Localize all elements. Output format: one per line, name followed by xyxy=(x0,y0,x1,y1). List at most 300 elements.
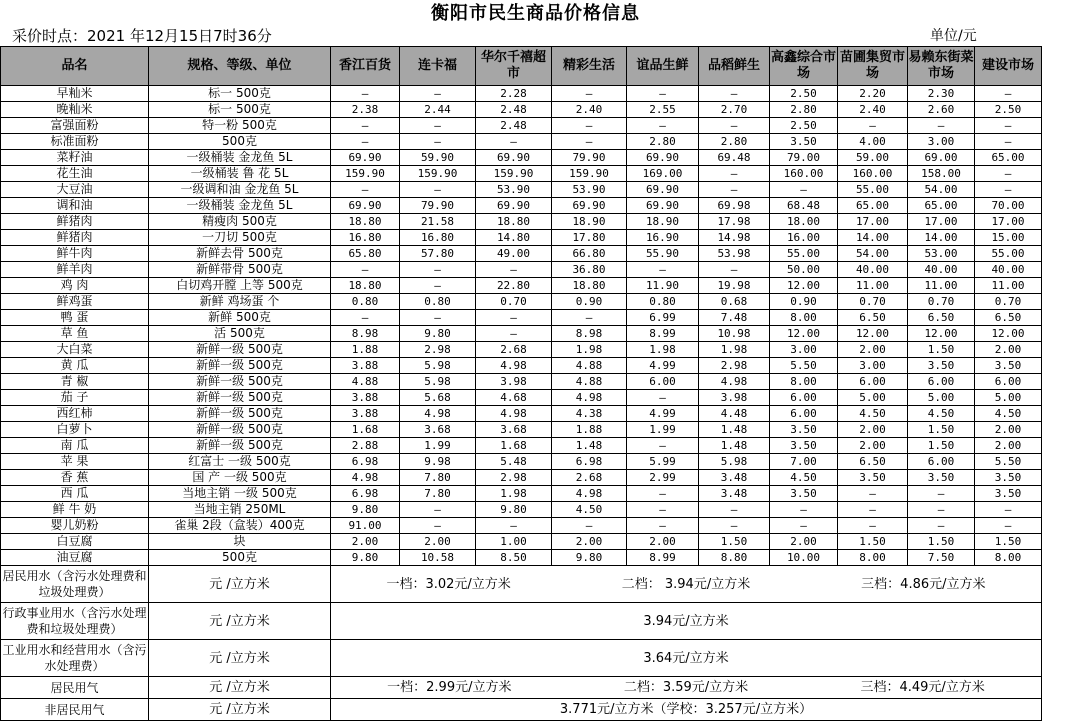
utility-name: 居民用水（含污水处理费和垃圾处理费） xyxy=(1,566,149,603)
price-cell: 70.00 xyxy=(975,198,1042,214)
price-cell: — xyxy=(699,86,770,102)
price-cell: 2.68 xyxy=(552,470,627,486)
price-cell: 3.50 xyxy=(908,358,975,374)
price-cell: 55.00 xyxy=(975,246,1042,262)
price-cell: 2.98 xyxy=(476,470,552,486)
price-cell: 19.98 xyxy=(699,278,770,294)
price-cell: 49.00 xyxy=(476,246,552,262)
price-cell: 6.00 xyxy=(975,374,1042,390)
price-cell: 21.58 xyxy=(400,214,476,230)
product-name: 鲜 牛 奶 xyxy=(1,502,149,518)
price-cell: — xyxy=(975,502,1042,518)
product-spec: 新鲜一级 500克 xyxy=(149,422,331,438)
price-cell: 18.00 xyxy=(770,214,838,230)
price-cell: 4.38 xyxy=(552,406,627,422)
table-row xyxy=(1,486,1042,502)
product-name: 鲜猪肉 xyxy=(1,230,149,246)
price-cell: 4.88 xyxy=(552,374,627,390)
price-cell: 2.80 xyxy=(699,134,770,150)
price-cell: 0.90 xyxy=(770,294,838,310)
price-cell: — xyxy=(552,86,627,102)
tier-price: 一档：2.99元/立方米 xyxy=(387,680,512,695)
price-cell: 4.50 xyxy=(838,406,908,422)
price-cell: 11.00 xyxy=(975,278,1042,294)
price-cell: 2.68 xyxy=(476,342,552,358)
price-cell: 53.00 xyxy=(908,246,975,262)
table-row xyxy=(1,534,1042,550)
table-row xyxy=(1,470,1042,486)
price-cell: 3.68 xyxy=(400,422,476,438)
price-cell: 16.90 xyxy=(627,230,699,246)
product-spec: 红富士 一级 500克 xyxy=(149,454,331,470)
price-cell: 3.50 xyxy=(975,358,1042,374)
price-cell: 159.90 xyxy=(331,166,400,182)
product-name: 白豆腐 xyxy=(1,534,149,550)
price-cell: — xyxy=(908,118,975,134)
utility-rate xyxy=(331,603,1042,640)
price-cell: — xyxy=(400,182,476,198)
price-cell: 9.80 xyxy=(400,326,476,342)
price-cell: 12.00 xyxy=(770,326,838,342)
price-cell: 17.00 xyxy=(838,214,908,230)
price-cell: 1.48 xyxy=(699,438,770,454)
table-row xyxy=(1,326,1042,342)
price-cell: 65.00 xyxy=(975,150,1042,166)
price-cell: 3.00 xyxy=(770,342,838,358)
page-title: 衡阳市民生商品价格信息 xyxy=(431,3,640,24)
utility-name: 居民用气 xyxy=(1,677,149,699)
header-cell: 易赖东街菜市场 xyxy=(908,47,975,86)
price-cell: 4.50 xyxy=(770,470,838,486)
price-cell: 22.80 xyxy=(476,278,552,294)
price-cell: 69.90 xyxy=(476,198,552,214)
table-row xyxy=(1,102,1042,118)
price-cell: 2.38 xyxy=(331,102,400,118)
price-cell: 16.80 xyxy=(331,230,400,246)
price-cell: 1.50 xyxy=(908,534,975,550)
price-cell: 69.00 xyxy=(908,150,975,166)
price-cell: 5.98 xyxy=(699,454,770,470)
header-cell: 建设市场 xyxy=(975,47,1042,86)
price-cell: 18.90 xyxy=(552,214,627,230)
price-table xyxy=(0,46,1042,721)
price-cell: 91.00 xyxy=(331,518,400,534)
price-cell: 2.40 xyxy=(838,102,908,118)
price-cell: — xyxy=(770,518,838,534)
price-cell: — xyxy=(838,118,908,134)
product-name: 标准面粉 xyxy=(1,134,149,150)
product-name: 茄 子 xyxy=(1,390,149,406)
price-cell: 17.80 xyxy=(552,230,627,246)
table-row xyxy=(1,374,1042,390)
product-spec: 一刀切 500克 xyxy=(149,230,331,246)
price-cell: 4.68 xyxy=(476,390,552,406)
price-cell: 17.98 xyxy=(699,214,770,230)
product-name: 油豆腐 xyxy=(1,550,149,566)
price-cell: 1.88 xyxy=(331,342,400,358)
price-cell: — xyxy=(552,310,627,326)
utility-row xyxy=(1,699,1042,721)
price-cell: 16.00 xyxy=(770,230,838,246)
header-cell: 品名 xyxy=(1,47,149,86)
product-name: 大白菜 xyxy=(1,342,149,358)
price-cell: 4.50 xyxy=(908,406,975,422)
header-cell: 高鑫综合市 场 xyxy=(770,47,838,86)
table-row xyxy=(1,166,1042,182)
price-cell: 169.00 xyxy=(627,166,699,182)
price-cell: 12.00 xyxy=(975,326,1042,342)
price-cell: — xyxy=(908,502,975,518)
product-name: 婴儿奶粉 xyxy=(1,518,149,534)
price-cell: — xyxy=(627,262,699,278)
utility-name: 工业用水和经营用水（含污水处理费） xyxy=(1,640,149,677)
price-cell: 3.98 xyxy=(476,374,552,390)
price-cell: 1.68 xyxy=(331,422,400,438)
price-cell: 69.90 xyxy=(627,182,699,198)
table-row xyxy=(1,134,1042,150)
product-spec: 当地主销 一级 500克 xyxy=(149,486,331,502)
price-cell: 2.00 xyxy=(331,534,400,550)
price-cell: 55.00 xyxy=(770,246,838,262)
price-cell: — xyxy=(627,502,699,518)
price-cell: 0.68 xyxy=(699,294,770,310)
price-cell: 2.00 xyxy=(838,422,908,438)
price-cell: 5.50 xyxy=(975,454,1042,470)
price-cell: 14.80 xyxy=(476,230,552,246)
table-row xyxy=(1,278,1042,294)
price-cell: 160.00 xyxy=(770,166,838,182)
price-cell: 79.00 xyxy=(770,150,838,166)
price-cell: — xyxy=(400,134,476,150)
price-cell: 79.90 xyxy=(552,150,627,166)
price-cell: 9.98 xyxy=(400,454,476,470)
tier-price: 3.94元/立方米 xyxy=(643,613,729,629)
product-spec: 新鲜一级 500克 xyxy=(149,358,331,374)
price-cell: 6.00 xyxy=(627,374,699,390)
price-cell: — xyxy=(400,502,476,518)
price-cell: 2.44 xyxy=(400,102,476,118)
price-cell: 11.00 xyxy=(908,278,975,294)
price-cell: — xyxy=(331,118,400,134)
price-cell: 8.00 xyxy=(770,374,838,390)
price-cell: — xyxy=(331,310,400,326)
price-cell: 4.48 xyxy=(699,406,770,422)
price-cell: 4.50 xyxy=(975,406,1042,422)
price-cell: 10.98 xyxy=(699,326,770,342)
collection-time: 采价时点：2021 年12月15日7时36分 xyxy=(12,27,272,45)
price-cell: 6.00 xyxy=(908,374,975,390)
tier-price: 二档： 3.94元/立方米 xyxy=(621,576,751,592)
price-cell: 40.00 xyxy=(975,262,1042,278)
product-spec: 新鲜带骨 500克 xyxy=(149,262,331,278)
price-cell: — xyxy=(400,310,476,326)
product-spec: 新鲜一级 500克 xyxy=(149,390,331,406)
product-spec: 特一粉 500克 xyxy=(149,118,331,134)
utility-unit: 元 /立方米 xyxy=(149,640,331,677)
price-cell: 6.99 xyxy=(627,310,699,326)
table-row xyxy=(1,406,1042,422)
product-name: 香 蕉 xyxy=(1,470,149,486)
price-cell: — xyxy=(476,518,552,534)
price-cell: — xyxy=(908,518,975,534)
product-name: 黄 瓜 xyxy=(1,358,149,374)
product-spec: 新鲜一级 500克 xyxy=(149,438,331,454)
product-spec: 新鲜去骨 500克 xyxy=(149,246,331,262)
product-name: 菜籽油 xyxy=(1,150,149,166)
price-cell: — xyxy=(699,502,770,518)
price-cell: 12.00 xyxy=(770,278,838,294)
price-cell: — xyxy=(838,518,908,534)
product-name: 西红柿 xyxy=(1,406,149,422)
price-cell: 6.98 xyxy=(552,454,627,470)
price-cell: 2.50 xyxy=(770,86,838,102)
price-cell: 9.80 xyxy=(331,502,400,518)
utility-unit: 元 /立方米 xyxy=(149,603,331,640)
price-cell: 1.50 xyxy=(838,534,908,550)
product-name: 草 鱼 xyxy=(1,326,149,342)
product-spec: 一级桶装 金龙鱼 5L xyxy=(149,198,331,214)
product-spec: 标一 500克 xyxy=(149,102,331,118)
price-cell: — xyxy=(627,518,699,534)
price-cell: 2.88 xyxy=(331,438,400,454)
price-cell: 17.00 xyxy=(908,214,975,230)
price-cell: 4.98 xyxy=(400,406,476,422)
product-name: 鸭 蛋 xyxy=(1,310,149,326)
price-cell: 1.99 xyxy=(400,438,476,454)
product-spec: 一级桶装 金龙鱼 5L xyxy=(149,150,331,166)
price-cell: 3.50 xyxy=(838,470,908,486)
table-row xyxy=(1,454,1042,470)
price-cell: 2.48 xyxy=(476,102,552,118)
price-cell: 68.48 xyxy=(770,198,838,214)
price-cell: 3.48 xyxy=(699,470,770,486)
price-cell: 3.48 xyxy=(699,486,770,502)
utility-tiers xyxy=(331,701,1041,718)
price-cell: — xyxy=(699,118,770,134)
product-name: 调和油 xyxy=(1,198,149,214)
price-cell: — xyxy=(400,278,476,294)
price-cell: 53.90 xyxy=(476,182,552,198)
utility-rate xyxy=(331,677,1042,699)
price-cell: — xyxy=(975,118,1042,134)
table-row xyxy=(1,502,1042,518)
product-name: 晚籼米 xyxy=(1,102,149,118)
price-cell: 18.80 xyxy=(331,278,400,294)
product-name: 大豆油 xyxy=(1,182,149,198)
price-cell: 3.68 xyxy=(476,422,552,438)
price-cell: 8.50 xyxy=(476,550,552,566)
price-cell: 17.00 xyxy=(975,214,1042,230)
price-cell: — xyxy=(476,326,552,342)
price-cell: 2.00 xyxy=(838,342,908,358)
table-row xyxy=(1,230,1042,246)
price-cell: 8.99 xyxy=(627,550,699,566)
price-cell: 159.90 xyxy=(400,166,476,182)
price-cell: 6.98 xyxy=(331,486,400,502)
product-name: 鲜羊肉 xyxy=(1,262,149,278)
tier-price: 3.771元/立方米（学校：3.257元/立方米） xyxy=(559,702,813,717)
price-cell: — xyxy=(400,262,476,278)
utility-unit: 元 /立方米 xyxy=(149,677,331,699)
price-cell: — xyxy=(699,262,770,278)
product-name: 鲜猪肉 xyxy=(1,214,149,230)
price-cell: 1.48 xyxy=(699,422,770,438)
price-cell: 1.99 xyxy=(627,422,699,438)
price-cell: 11.90 xyxy=(627,278,699,294)
price-cell: 2.98 xyxy=(699,358,770,374)
tier-price: 3.64元/立方米 xyxy=(643,650,729,666)
price-cell: — xyxy=(552,134,627,150)
price-cell: 7.48 xyxy=(699,310,770,326)
price-cell: 15.00 xyxy=(975,230,1042,246)
utility-row xyxy=(1,640,1042,677)
utility-row xyxy=(1,677,1042,699)
price-cell: 69.48 xyxy=(699,150,770,166)
price-cell: 3.50 xyxy=(770,422,838,438)
product-spec: 新鲜一级 500克 xyxy=(149,342,331,358)
price-cell: 18.80 xyxy=(476,214,552,230)
price-cell: 6.00 xyxy=(838,374,908,390)
price-cell: 3.50 xyxy=(770,438,838,454)
price-cell: 1.50 xyxy=(908,438,975,454)
price-cell: 3.88 xyxy=(331,358,400,374)
header-row xyxy=(1,47,1042,86)
product-name: 西 瓜 xyxy=(1,486,149,502)
price-cell: — xyxy=(476,310,552,326)
price-cell: 18.90 xyxy=(627,214,699,230)
price-cell: 0.80 xyxy=(627,294,699,310)
price-cell: 54.00 xyxy=(908,182,975,198)
price-cell: 8.00 xyxy=(838,550,908,566)
price-cell: 69.90 xyxy=(476,150,552,166)
product-name: 花生油 xyxy=(1,166,149,182)
price-cell: — xyxy=(331,182,400,198)
price-cell: — xyxy=(331,262,400,278)
price-cell: 2.20 xyxy=(838,86,908,102)
table-row xyxy=(1,438,1042,454)
product-spec: 500克 xyxy=(149,550,331,566)
price-cell: 5.00 xyxy=(908,390,975,406)
price-cell: — xyxy=(975,518,1042,534)
price-cell: 5.50 xyxy=(770,358,838,374)
price-cell: 6.00 xyxy=(770,406,838,422)
product-spec: 精瘦肉 500克 xyxy=(149,214,331,230)
price-cell: 40.00 xyxy=(908,262,975,278)
price-cell: 1.48 xyxy=(552,438,627,454)
price-cell: — xyxy=(476,262,552,278)
price-cell: 1.98 xyxy=(699,342,770,358)
utility-tiers xyxy=(331,613,1041,630)
price-cell: 2.80 xyxy=(627,134,699,150)
price-cell: 12.00 xyxy=(838,326,908,342)
price-cell: 1.50 xyxy=(908,342,975,358)
product-spec: 一级桶装 鲁 花 5L xyxy=(149,166,331,182)
price-cell: 6.00 xyxy=(770,390,838,406)
price-cell: 69.90 xyxy=(627,198,699,214)
price-cell: 3.50 xyxy=(975,486,1042,502)
table-row xyxy=(1,294,1042,310)
product-spec: 国 产 一级 500克 xyxy=(149,470,331,486)
price-cell: 1.98 xyxy=(627,342,699,358)
price-cell: 4.98 xyxy=(331,470,400,486)
price-cell: — xyxy=(975,134,1042,150)
price-cell: 12.00 xyxy=(908,326,975,342)
header-cell: 规格、等级、单位 xyxy=(149,47,331,86)
price-cell: 3.88 xyxy=(331,406,400,422)
price-cell: 5.98 xyxy=(400,374,476,390)
table-row xyxy=(1,246,1042,262)
product-spec: 新鲜一级 500克 xyxy=(149,374,331,390)
price-cell: 4.98 xyxy=(552,486,627,502)
utility-tiers xyxy=(331,679,1041,696)
price-cell: 3.00 xyxy=(908,134,975,150)
price-cell: 5.00 xyxy=(975,390,1042,406)
price-cell: 0.90 xyxy=(552,294,627,310)
price-cell: 40.00 xyxy=(838,262,908,278)
price-cell: — xyxy=(400,86,476,102)
price-cell: 57.80 xyxy=(400,246,476,262)
price-cell: 3.50 xyxy=(770,486,838,502)
header-cell: 谊品生鲜 xyxy=(627,47,699,86)
product-spec: 雀巢 2段（盒装）400克 xyxy=(149,518,331,534)
price-cell: 7.80 xyxy=(400,486,476,502)
price-cell: 4.98 xyxy=(476,358,552,374)
price-cell: 1.50 xyxy=(975,534,1042,550)
table-row xyxy=(1,390,1042,406)
price-cell: 2.98 xyxy=(400,342,476,358)
price-cell: — xyxy=(838,502,908,518)
product-spec: 标一 500克 xyxy=(149,86,331,102)
price-cell: — xyxy=(552,118,627,134)
price-cell: 66.80 xyxy=(552,246,627,262)
price-cell: 65.00 xyxy=(838,198,908,214)
product-name: 鲜牛肉 xyxy=(1,246,149,262)
utility-row xyxy=(1,566,1042,603)
table-row xyxy=(1,550,1042,566)
price-cell: 2.00 xyxy=(627,534,699,550)
price-cell: 6.50 xyxy=(838,454,908,470)
price-cell: — xyxy=(400,118,476,134)
header-cell: 连卡福 xyxy=(400,47,476,86)
product-spec: 活 500克 xyxy=(149,326,331,342)
price-cell: — xyxy=(627,486,699,502)
price-cell: 36.80 xyxy=(552,262,627,278)
price-cell: 4.99 xyxy=(627,406,699,422)
price-cell: 2.00 xyxy=(975,342,1042,358)
product-spec: 500克 xyxy=(149,134,331,150)
header-cell: 品稻鲜生 xyxy=(699,47,770,86)
price-cell: 14.00 xyxy=(908,230,975,246)
price-cell: 4.99 xyxy=(627,358,699,374)
price-cell: 2.60 xyxy=(908,102,975,118)
price-cell: 5.68 xyxy=(400,390,476,406)
price-cell: 4.98 xyxy=(552,390,627,406)
price-cell: — xyxy=(770,182,838,198)
table-row xyxy=(1,86,1042,102)
price-cell: 18.80 xyxy=(331,214,400,230)
price-cell: 5.48 xyxy=(476,454,552,470)
price-cell: 10.58 xyxy=(400,550,476,566)
price-cell: 69.90 xyxy=(331,198,400,214)
price-cell: 1.88 xyxy=(552,422,627,438)
price-cell: 54.00 xyxy=(838,246,908,262)
price-cell: 2.40 xyxy=(552,102,627,118)
price-cell: — xyxy=(908,486,975,502)
price-cell: 9.80 xyxy=(552,550,627,566)
table-row xyxy=(1,422,1042,438)
price-cell: 65.80 xyxy=(331,246,400,262)
price-cell: 2.70 xyxy=(699,102,770,118)
